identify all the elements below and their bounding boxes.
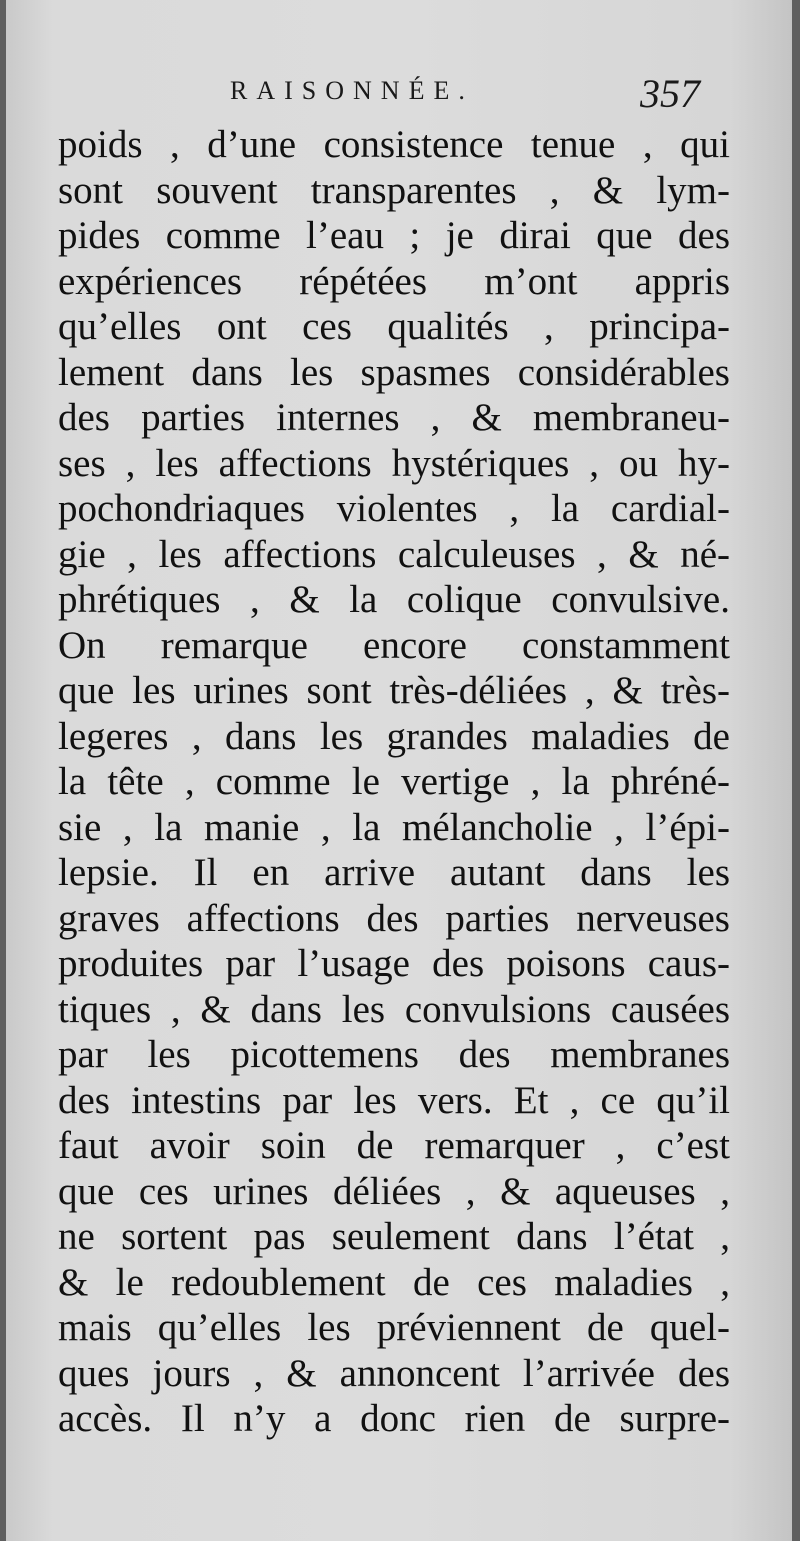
text-line: lepsie. Il en arrive autant dans les: [58, 851, 730, 894]
text-line: sie , la manie , la mélancholie , l’épi-: [58, 805, 730, 849]
text-line: des parties internes , & membraneu-: [58, 396, 730, 439]
text-line: la tête , comme le vertige , la phréné-: [58, 760, 730, 803]
text-line: expériences répétées m’ont appris: [58, 259, 730, 303]
text-line: que ces urines déliées , & aqueuses ,: [58, 1169, 730, 1213]
text-line: des intestins par les vers. Et , ce qu’il: [58, 1078, 730, 1122]
text-line: qu’elles ont ces qualités , principa-: [58, 305, 730, 348]
text-line: lement dans les spasmes considérables: [58, 350, 730, 394]
text-line: gie , les affections calculeuses , & né-: [58, 532, 730, 576]
text-line: pides comme l’eau ; je dirai que des: [58, 214, 730, 257]
text-line: poids , d’une consistence tenue , qui: [58, 123, 730, 166]
text-line: mais qu’elles les préviennent de quel-: [58, 1306, 730, 1349]
page-number: 357: [640, 71, 700, 116]
body-text: [58, 122, 730, 1442]
text-line: pochondriaques violentes , la cardial-: [58, 487, 730, 530]
running-title: RAISONNÉE.: [230, 76, 474, 105]
text-line: & le redoublement de ces maladies ,: [58, 1260, 730, 1304]
running-head: [6, 71, 792, 116]
text-line: ses , les affections hystériques , ou hy-: [58, 441, 730, 485]
text-line: produites par l’usage des poisons caus-: [58, 942, 730, 985]
text-line: ques jours , & annoncent l’arrivée des: [58, 1351, 730, 1395]
text-line: par les picottemens des membranes: [58, 1033, 730, 1076]
text-line: sont souvent transparentes , & lym-: [58, 168, 730, 212]
text-line: legeres , dans les grandes maladies de: [58, 714, 730, 758]
book-page: [6, 0, 792, 1541]
text-line: ne sortent pas seulement dans l’état ,: [58, 1215, 730, 1258]
text-line: phrétiques , & la colique convulsive.: [58, 578, 730, 621]
text-line: que les urines sont très-déliées , & très-: [58, 669, 730, 712]
text-line: On remarque encore constamment: [58, 623, 730, 667]
text-line: graves affections des parties nerveuses: [58, 896, 730, 940]
text-line: accès. Il n’y a donc rien de surpre-: [58, 1397, 730, 1440]
text-line: tiques , & dans les convulsions causées: [58, 987, 730, 1031]
text-line: faut avoir soin de remarquer , c’est: [58, 1124, 730, 1167]
